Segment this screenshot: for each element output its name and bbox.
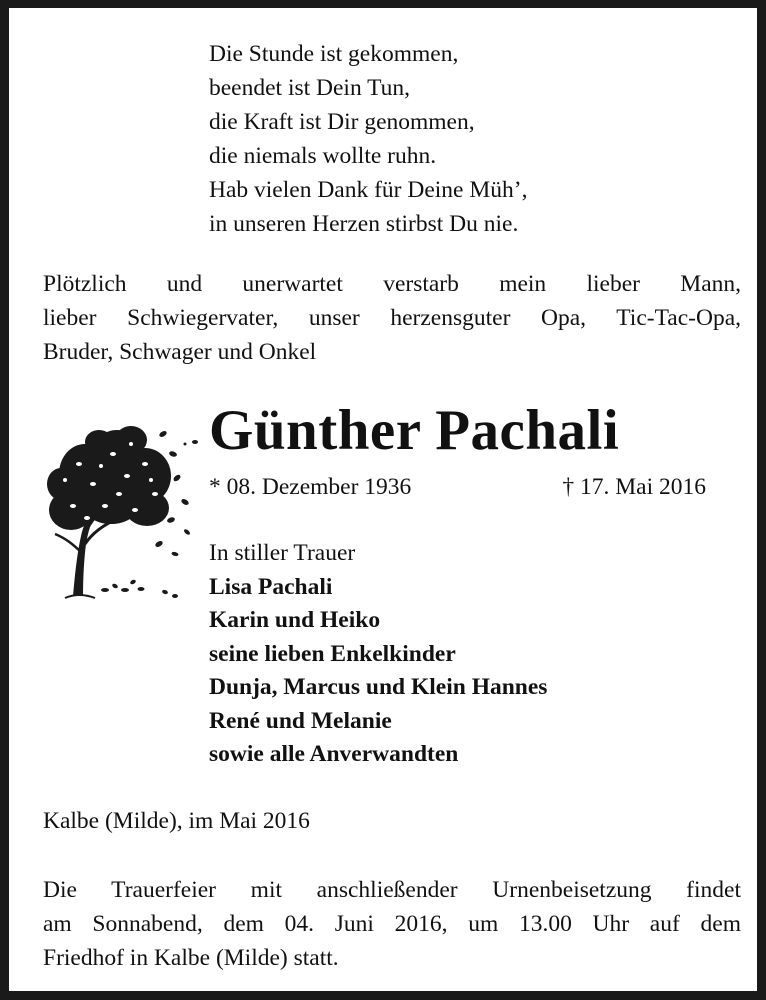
mourner-name: sowie alle Anverwandten: [209, 741, 459, 767]
mourner-name: René und Melanie: [209, 707, 392, 734]
intro-line: Plötzlich und unerwartet verstarb mein lieber Mann,: [43, 271, 741, 297]
intro-line: lieber Schwiegervater, unser herzensguter Opa, Tic-Tac-Opa,: [43, 305, 741, 331]
place-date: Kalbe (Milde), im Mai 2016: [43, 808, 310, 834]
poem-line: die niemals wollte ruhn.: [209, 143, 437, 169]
poem: [209, 37, 527, 241]
poem-line: Hab vielen Dank für Deine Müh’,: [209, 177, 528, 203]
ceremony-line: Friedhof in Kalbe (Milde) statt.: [43, 945, 339, 971]
poem-line: in unseren Herzen stirbst Du nie.: [209, 211, 519, 237]
poem-line: beendet ist Dein Tun,: [209, 75, 411, 101]
intro-text: [43, 267, 741, 369]
ceremony-line: Die Trauerfeier mit anschließender Urnenbeisetzung findet: [43, 877, 741, 903]
mourner-name: Karin und Heiko: [209, 607, 381, 633]
windswept-tree-icon: [35, 414, 207, 604]
mourner-name: seine lieben Enkelkinder: [209, 640, 456, 667]
mourner-name: Lisa Pachali: [209, 573, 333, 600]
life-dates: [209, 470, 706, 504]
poem-line: die Kraft ist Dir genommen,: [209, 109, 475, 135]
poem-line: Die Stunde ist gekommen,: [209, 41, 459, 67]
ceremony-line: am Sonnabend, dem 04. Juni 2016, um 13.00 Uhr auf dem: [43, 911, 741, 937]
birth-date: * 08. Dezember 1936: [209, 474, 412, 500]
death-date: † 17. Mai 2016: [562, 474, 706, 500]
mourner-name: Dunja, Marcus und Klein Hannes: [209, 674, 548, 700]
intro-line: Bruder, Schwager und Onkel: [43, 339, 317, 365]
mourners-heading: In stiller Trauer: [209, 540, 356, 566]
mourners-list: [209, 537, 547, 772]
deceased-name: Günther Pachali: [209, 399, 620, 462]
ceremony-info: [43, 873, 741, 975]
